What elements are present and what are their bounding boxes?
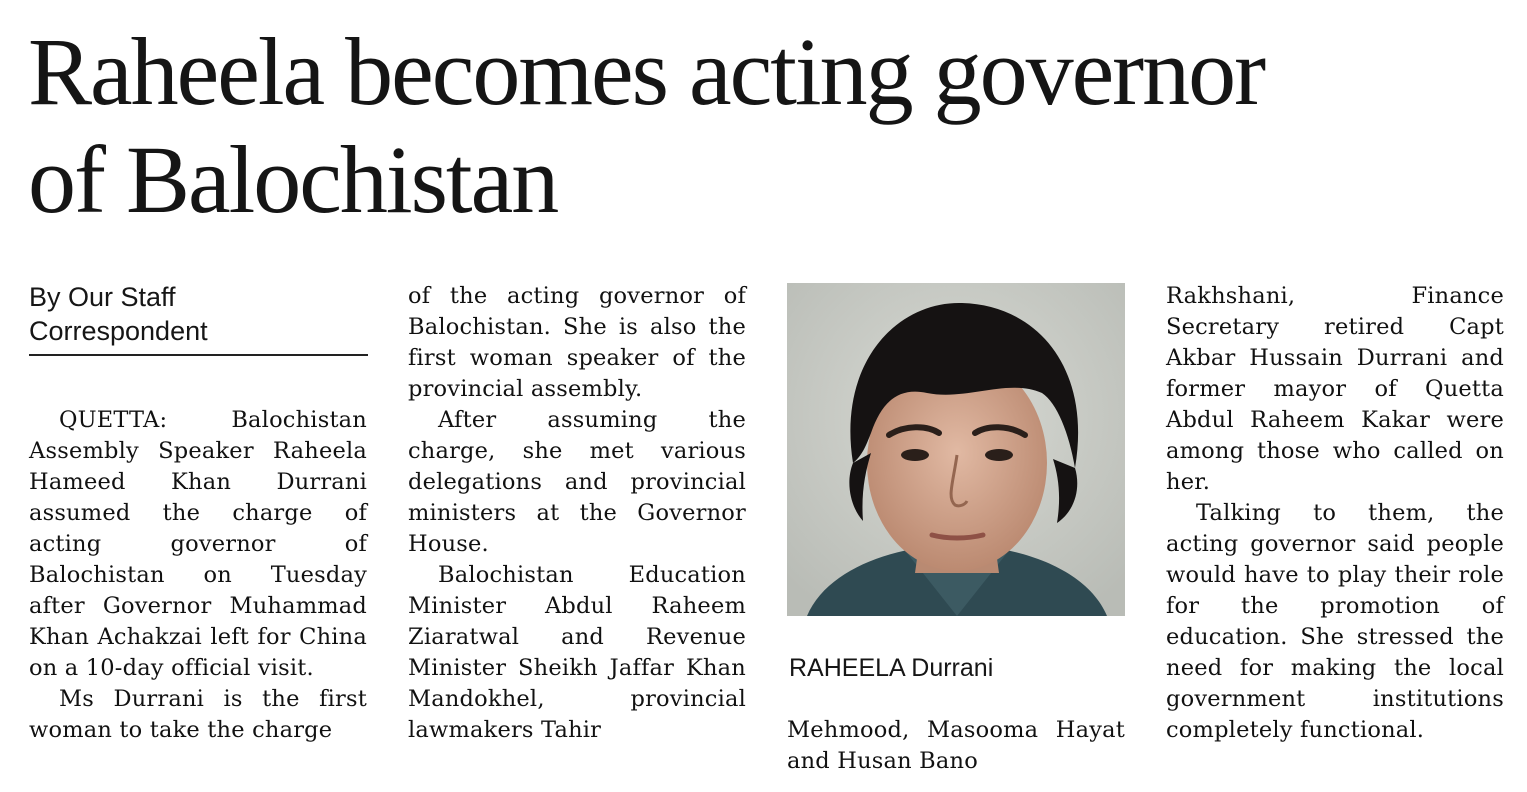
article-column-3 [787, 715, 1125, 777]
headline [28, 18, 1498, 234]
article-paragraph: Balochistan Education Minister Abdul Raheem Ziaratwal and Revenue Minister Sheikh Jaffar Khan Mandokhel, provincial lawmakers Tahir [408, 562, 746, 743]
headline-line-1: Raheela becomes acting governor [28, 18, 1265, 125]
byline-line-1: By Our Staff [29, 282, 176, 312]
headline-line-2: of Balochistan [28, 126, 558, 233]
article-paragraph: QUETTA: Balochistan Assembly Speaker Raheela Hameed Khan Durrani assumed the charge of acting governor of Balochistan on Tuesday after Governor Muhammad Khan Achakzai left for China on a 10-day official visit. [29, 407, 367, 681]
byline [29, 280, 367, 348]
article-paragraph: Mehmood, Masooma Hayat and Husan Bano [787, 717, 1125, 774]
article-paragraph: After assuming the charge, she met various delegations and provincial ministers at the Governor House. [408, 407, 746, 557]
byline-line-2: Correspondent [29, 316, 208, 346]
article-paragraph: of the acting governor of Balochistan. She is also the first woman speaker of the provincial assembly. [408, 283, 746, 402]
article-column-4 [1166, 281, 1504, 746]
article-paragraph: Rakhshani, Finance Secretary retired Capt Akbar Hussain Durrani and former mayor of Quetta Abdul Raheem Kakar were among those who called on her. [1166, 283, 1504, 495]
article-paragraph: Talking to them, the acting governor said people would have to play their role for the promotion of education. She stressed the need for making the local government institutions completely functional. [1166, 500, 1504, 743]
portrait-photo [787, 283, 1125, 616]
photo-caption: RAHEELA Durrani [789, 654, 994, 682]
article-paragraph: Ms Durrani is the first woman to take the charge [29, 686, 367, 743]
byline-divider [29, 354, 368, 356]
article-column-1 [29, 405, 367, 746]
article-column-2 [408, 281, 746, 746]
